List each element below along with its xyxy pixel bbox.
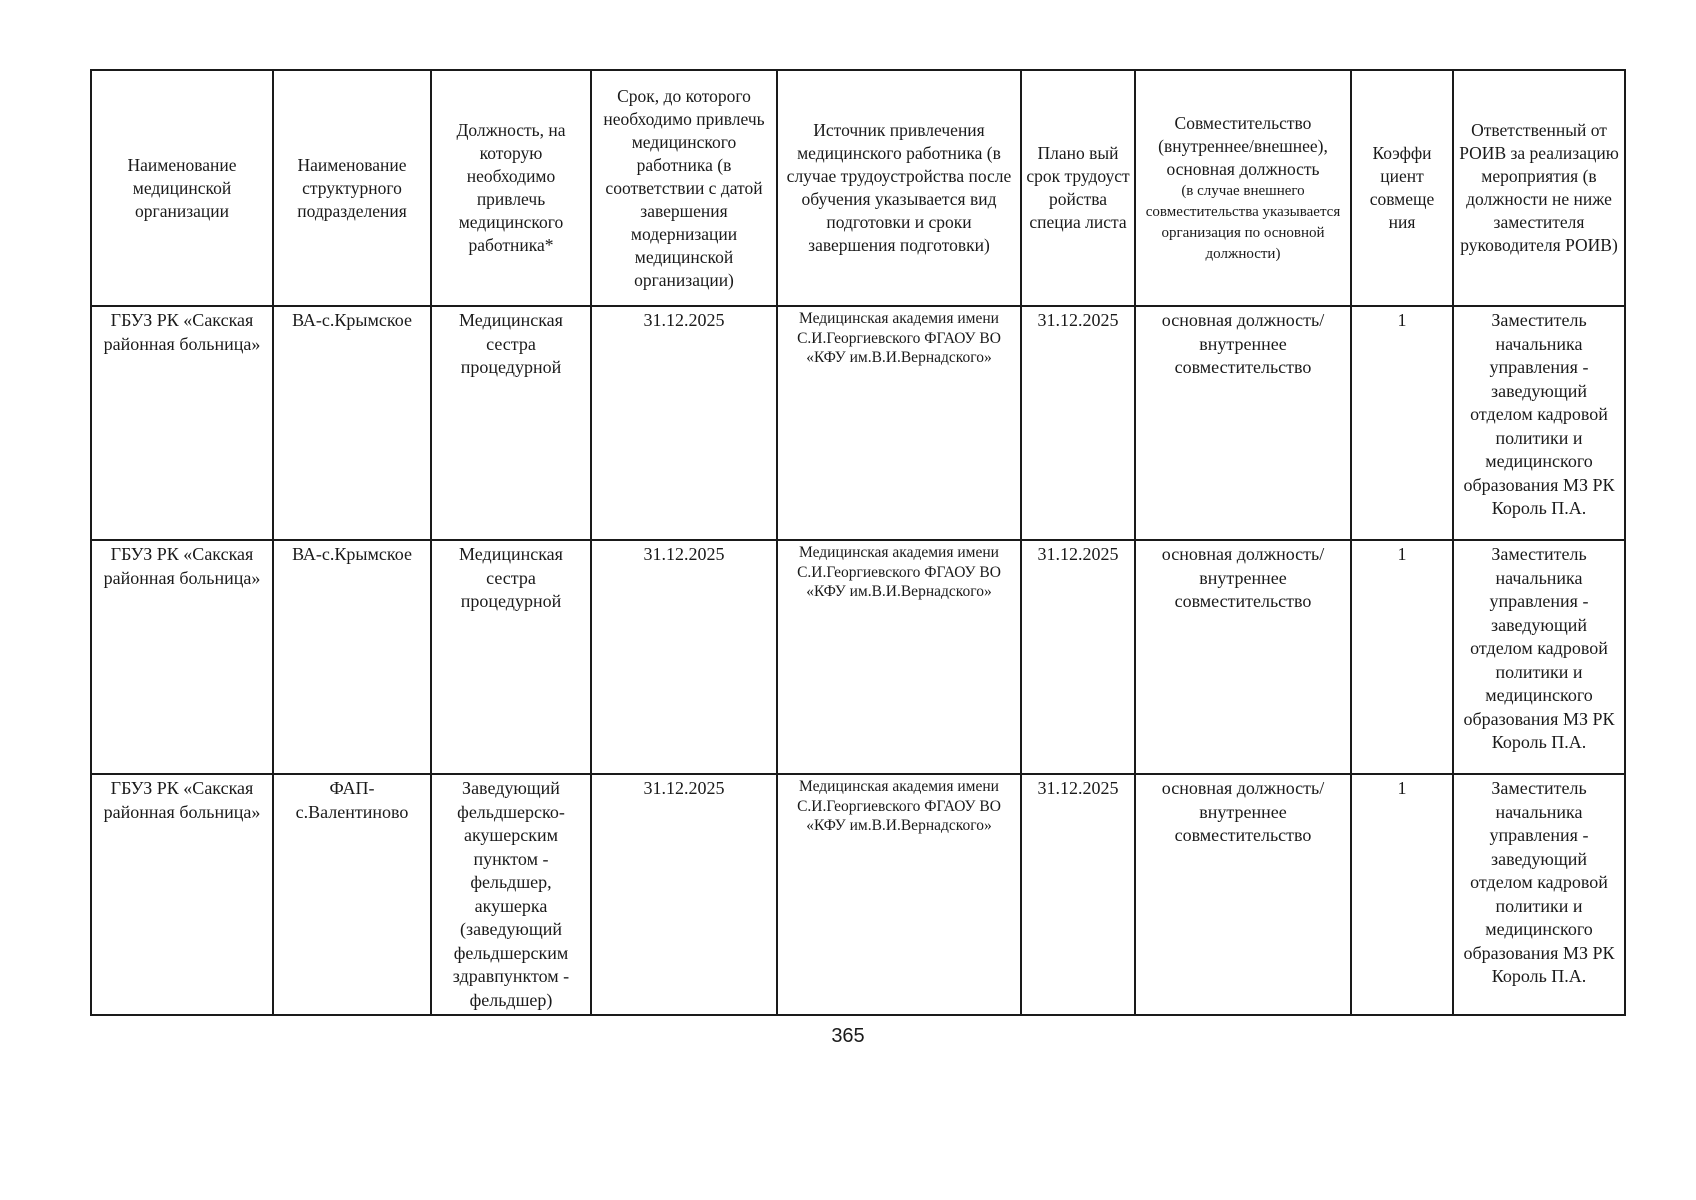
cell-combination: основная должность/ внутреннее совместительство [1135,774,1351,1015]
cell-plan: 31.12.2025 [1021,774,1135,1015]
cell-coef: 1 [1351,774,1453,1015]
table-row [91,774,1625,1015]
cell-org: ГБУЗ РК «Сакская районная больница» [91,306,273,540]
cell-plan: 31.12.2025 [1021,540,1135,774]
cell-term: 31.12.2025 [591,306,777,540]
header-org: Наименование медицинской организации [91,70,273,306]
header-combination-main: Совместительство (внутреннее/внешнее), основная должность [1158,112,1328,179]
table-row [91,306,1625,540]
page-number: 365 [831,1025,865,1047]
table-row [91,540,1625,774]
header-combination-note: (в случае внешнего совместительства указывается организация по основной должности) [1145,182,1341,262]
header-responsible: Ответственный от РОИВ за реализацию мероприятия (в должности не ниже заместителя руководителя РОИВ) [1453,70,1625,306]
cell-plan: 31.12.2025 [1021,306,1135,540]
cell-position: Медицинская сестра процедурной [431,306,591,540]
cell-term: 31.12.2025 [591,774,777,1015]
cell-combination: основная должность/ внутреннее совместительство [1135,540,1351,774]
staffing-table [90,69,1626,1016]
cell-combination: основная должность/ внутреннее совместительство [1135,306,1351,540]
header-term: Срок, до которого необходимо привлечь медицинского работника (в соответствии с датой завершения модернизации медицинской организации) [591,70,777,306]
header-combination [1135,70,1351,306]
cell-org: ГБУЗ РК «Сакская районная больница» [91,540,273,774]
cell-unit: ВА-с.Крымское [273,540,431,774]
cell-position: Медицинская сестра процедурной [431,540,591,774]
header-coef: Коэффи циент совмеще ния [1351,70,1453,306]
cell-source: Медицинская академия имени С.И.Георгиевского ФГАОУ ВО «КФУ им.В.И.Вернадского» [777,774,1021,1015]
header-plan: Плано вый срок трудоуст ройства специа листа [1021,70,1135,306]
cell-position: Заведующий фельдшерско-акушерским пунктом - фельдшер, акушерка (заведующий фельдшерским здравпунктом - фельдшер) [431,774,591,1015]
cell-coef: 1 [1351,540,1453,774]
cell-responsible: Заместитель начальника управления - заведующий отделом кадровой политики и медицинского образования МЗ РК Король П.А. [1453,306,1625,540]
cell-unit: ВА-с.Крымское [273,306,431,540]
header-source: Источник привлечения медицинского работника (в случае трудоустройства после обучения указывается вид подготовки и сроки завершения подготовки) [777,70,1021,306]
header-unit: Наименование структурного подразделения [273,70,431,306]
cell-term: 31.12.2025 [591,540,777,774]
cell-coef: 1 [1351,306,1453,540]
cell-source: Медицинская академия имени С.И.Георгиевского ФГАОУ ВО «КФУ им.В.И.Вернадского» [777,540,1021,774]
cell-source: Медицинская академия имени С.И.Георгиевского ФГАОУ ВО «КФУ им.В.И.Вернадского» [777,306,1021,540]
cell-responsible: Заместитель начальника управления - заведующий отделом кадровой политики и медицинского образования МЗ РК Король П.А. [1453,774,1625,1015]
header-position: Должность, на которую необходимо привлечь медицинского работника* [431,70,591,306]
cell-responsible: Заместитель начальника управления - заведующий отделом кадровой политики и медицинского образования МЗ РК Король П.А. [1453,540,1625,774]
cell-org: ГБУЗ РК «Сакская районная больница» [91,774,273,1015]
table-header-row [91,70,1625,306]
cell-unit: ФАП-с.Валентиново [273,774,431,1015]
